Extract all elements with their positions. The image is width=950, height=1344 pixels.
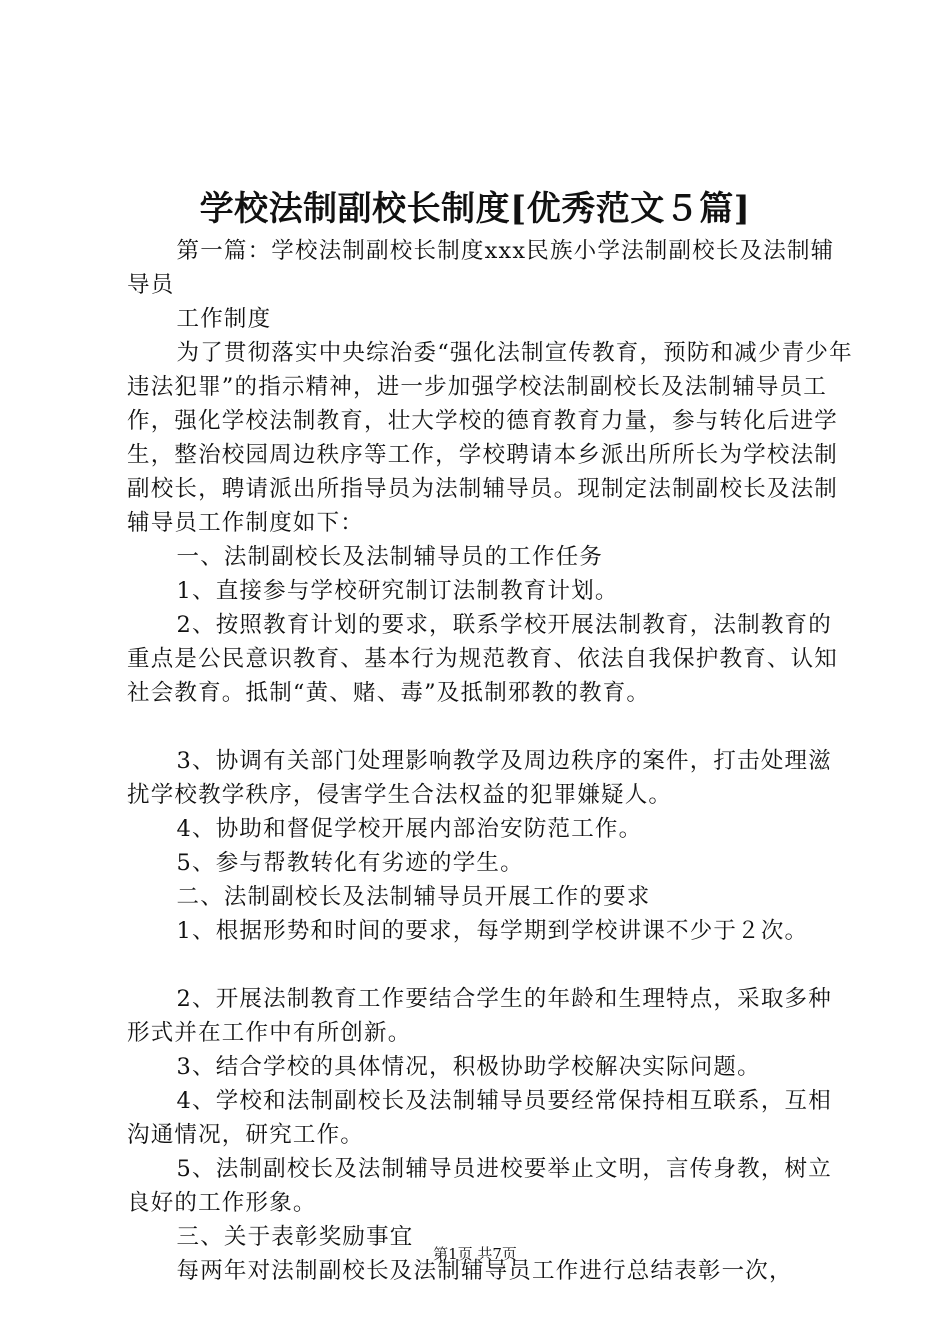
- paragraph-intro: 为了贯彻落实中央综治委“强化法制宣传教育，预防和减少青少年违法犯罪”的指示精神，进一步加强学校法制副校长及法制辅导员工作，强化学校法制教育，壮大学校的德育教育力量，参与转化后进学生，整治校园周边秩序等工作，学校聘请本乡派出所所长为学校法制副校长，聘请派出所指导员为法制辅导员。现制定法制副校长及法制辅导员工作制度如下：: [127, 340, 853, 536]
- section-heading-2: 二、法制副校长及法制辅导员开展工作的要求: [176, 884, 651, 910]
- list-item: 3、结合学校的具体情况，积极协助学校解决实际问题。: [176, 1054, 761, 1080]
- paragraph-heading-part2: 工作制度: [176, 306, 272, 332]
- list-item: 5、参与帮教转化有劣迹的学生。: [176, 850, 524, 876]
- paragraph-heading-part1: 第一篇：学校法制副校长制度xxx民族小学法制副校长及法制辅导员: [127, 238, 835, 298]
- list-item: 1、直接参与学校研究制订法制教育计划。: [176, 578, 619, 604]
- list-item: 4、学校和法制副校长及法制辅导员要经常保持相互联系，互相沟通情况，研究工作。: [127, 1088, 832, 1148]
- list-item: 4、协助和督促学校开展内部治安防范工作。: [176, 816, 643, 842]
- list-item: 3、协调有关部门处理影响教学及周边秩序的案件，打击处理滋扰学校教学秩序，侵害学生合法权益的犯罪嫌疑人。: [127, 748, 832, 808]
- list-item: 5、法制副校长及法制辅导员进校要举止文明，言传身教，树立良好的工作形象。: [127, 1156, 832, 1216]
- document-body: [127, 234, 855, 1288]
- page-number-footer: 第1页 共7页: [433, 1245, 517, 1263]
- list-item: 2、开展法制教育工作要结合学生的年龄和生理特点，采取多种形式并在工作中有所创新。: [127, 986, 832, 1046]
- list-item: 2、按照教育计划的要求，联系学校开展法制教育，法制教育的重点是公民意识教育、基本行为规范教育、依法自我保护教育、认知社会教育。抵制“黄、赌、毒”及抵制邪教的教育。: [127, 612, 839, 706]
- document-title: 学校法制副校长制度[优秀范文５篇]: [199, 189, 751, 229]
- section-heading-3: 三、关于表彰奖励事宜: [176, 1224, 414, 1250]
- section-heading-1: 一、法制副校长及法制辅导员的工作任务: [176, 544, 604, 570]
- list-item: 1、根据形势和时间的要求，每学期到学校讲课不少于２次。: [176, 918, 809, 944]
- paragraph-award: 每两年对法制副校长及法制辅导员工作进行总结表彰一次，: [176, 1258, 793, 1284]
